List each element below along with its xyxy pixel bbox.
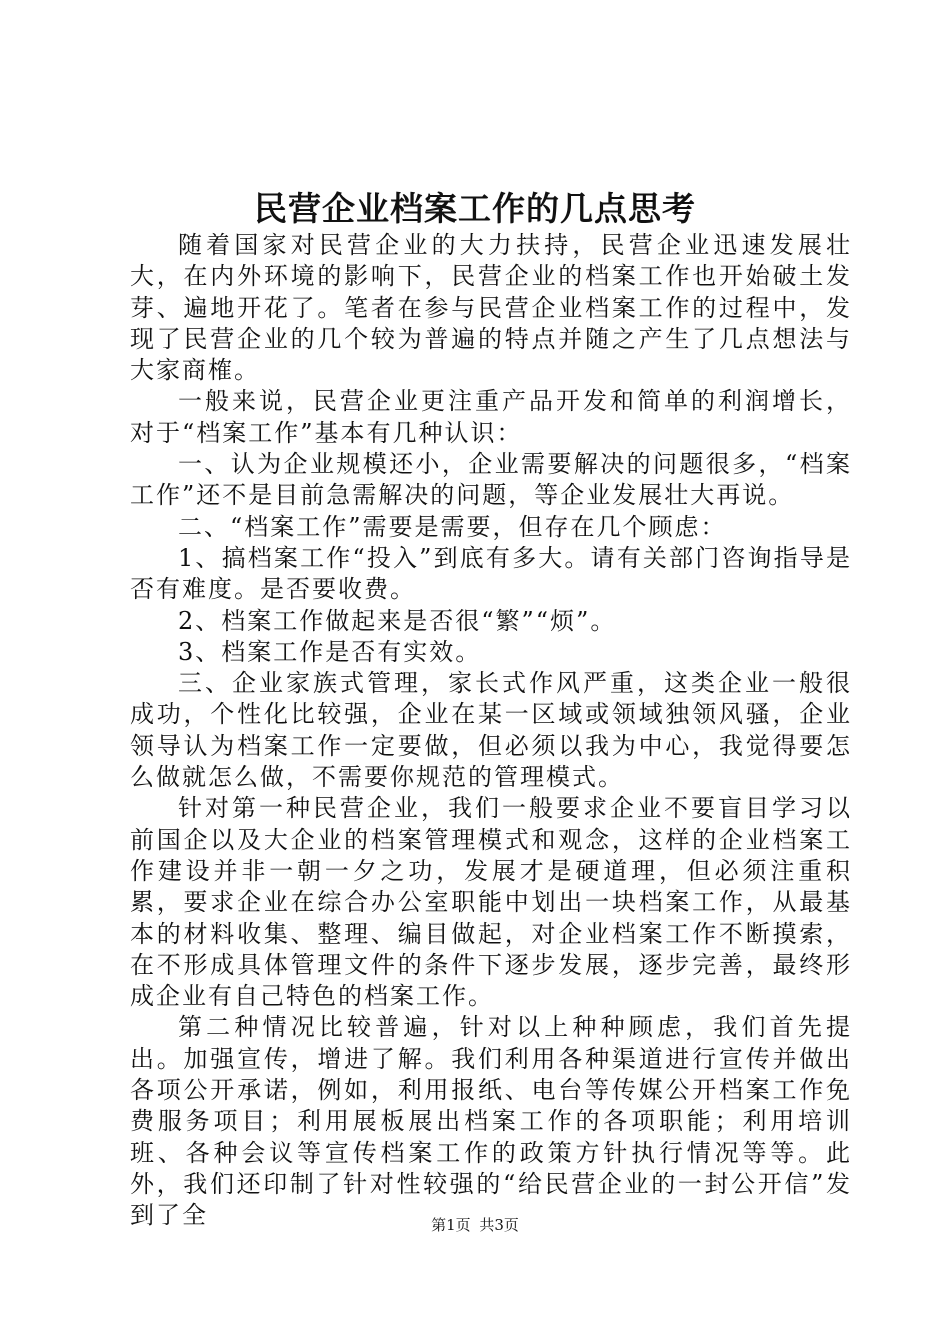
page-total: 共3页: [479, 1216, 519, 1234]
paragraph: 一般来说，民营企业更注重产品开发和简单的利润增长，对于“档案工作”基本有几种认识：: [130, 387, 852, 447]
page-number: 第1页: [431, 1216, 471, 1234]
document-body: [130, 230, 852, 1232]
paragraph: 针对第一种民营企业，我们一般要求企业不要盲目学习以前国企以及大企业的档案管理模式和观念，这样的企业档案工作建设并非一朝一夕之功，发展才是硬道理，但必须注重积累，要求企业在综合办公室职能中划出一块档案工作，从最基本的材料收集、整理、编目做起，对企业档案工作不断摸索，在不形成具体管理文件的条件下逐步发展，逐步完善，最终形成企业有自己特色的档案工作。: [130, 794, 852, 1011]
paragraph: 2、档案工作做起来是否很“繁”“烦”。: [178, 606, 617, 635]
paragraph: 随着国家对民营企业的大力扶持，民营企业迅速发展壮大，在内外环境的影响下，民营企业的档案工作也开始破土发芽、遍地开花了。笔者在参与民营企业档案工作的过程中，发现了民营企业的几个较为普遍的特点并随之产生了几点想法与大家商榷。: [130, 231, 852, 385]
paragraph: 3、档案工作是否有实效。: [178, 637, 482, 666]
paragraph: 第二种情况比较普遍，针对以上种种顾虑，我们首先提出。加强宣传，增进了解。我们利用各种渠道进行宣传并做出各项公开承诺，例如，利用报纸、电台等传媒公开档案工作免费服务项目；利用展板展出档案工作的各项职能；利用培训班、各种会议等宣传档案工作的政策方针执行情况等等。此外，我们还印制了针对性较强的“给民营企业的一封公开信”发到了全: [130, 1013, 852, 1230]
paragraph: 1、搞档案工作“投入”到底有多大。请有关部门咨询指导是否有难度。是否要收费。: [130, 543, 852, 604]
paragraph: 一、认为企业规模还小，企业需要解决的问题很多，“档案工作”还不是目前急需解决的问题，等企业发展壮大再说。: [130, 450, 852, 510]
page-footer: [0, 1215, 950, 1235]
document-title: 民营企业档案工作的几点思考: [254, 189, 696, 228]
paragraph: 三、企业家族式管理，家长式作风严重，这类企业一般很成功，个性化比较强，企业在某一区域或领域独领风骚，企业领导认为档案工作一定要做，但必须以我为中心，我觉得要怎么做就怎么做，不需要你规范的管理模式。: [130, 669, 852, 792]
paragraph: 二、“档案工作”需要是需要，但存在几个顾虑：: [178, 512, 727, 541]
